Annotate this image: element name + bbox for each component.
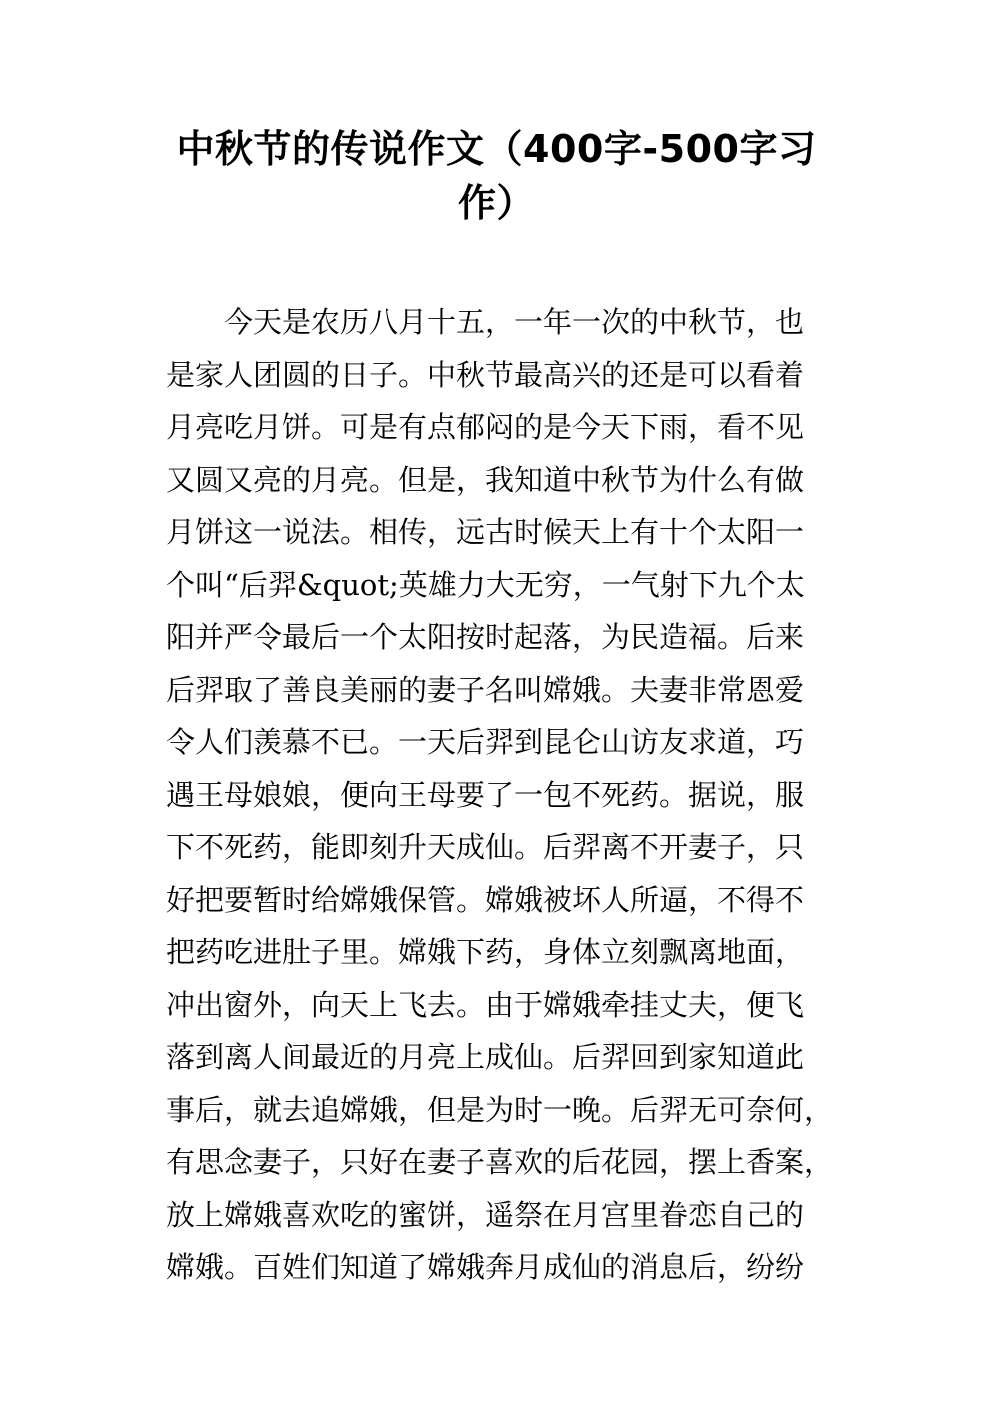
text-line: 好把要暂时给嫦娥保管。嫦娥被坏人所逼，不得不 bbox=[166, 882, 805, 917]
text-line: 嫦娥。百姓们知道了嫦娥奔月成仙的消息后，纷纷 bbox=[166, 1250, 805, 1284]
document-title bbox=[150, 122, 843, 230]
text-line: 后羿取了善良美丽的妻子名叫嫦娥。夫妻非常恩爱 bbox=[166, 672, 805, 707]
text-line: 有思念妻子，只好在妻子喜欢的后花园，摆上香案， bbox=[166, 1145, 834, 1179]
text-line: 令人们羡慕不已。一天后羿到昆仑山访友求道，巧 bbox=[166, 725, 805, 759]
text-line: 是家人团圆的日子。中秋节最高兴的还是可以看着 bbox=[166, 357, 805, 392]
text-line: 落到离人间最近的月亮上成仙。后羿回到家知道此 bbox=[166, 1040, 805, 1074]
text-line: 个叫“后羿&quot;英雄力大无穷，一气射下九个太 bbox=[166, 567, 805, 602]
text-line: 下不死药，能即刻升天成仙。后羿离不开妻子，只 bbox=[166, 830, 805, 864]
title-line: 中秋节的传说作文（400字-500字习 bbox=[176, 127, 817, 171]
text-line: 今天是农历八月十五，一年一次的中秋节，也 bbox=[224, 305, 805, 339]
text-line: 放上嫦娥喜欢吃的蜜饼，遥祭在月宫里眷恋自己的 bbox=[166, 1197, 805, 1232]
text-line: 遇王母娘娘，便向王母要了一包不死药。据说，服 bbox=[166, 777, 805, 812]
body-paragraph bbox=[166, 296, 836, 1294]
text-line: 月饼这一说法。相传，远古时候天上有十个太阳一 bbox=[166, 515, 805, 549]
text-line: 冲出窗外，向天上飞去。由于嫦娥牵挂丈夫，便飞 bbox=[166, 987, 805, 1022]
text-line: 事后，就去追嫦娥，但是为时一晚。后羿无可奈何， bbox=[166, 1092, 834, 1127]
text-line: 月亮吃月饼。可是有点郁闷的是今天下雨，看不见 bbox=[166, 410, 805, 444]
text-line: 又圆又亮的月亮。但是，我知道中秋节为什么有做 bbox=[166, 462, 805, 497]
title-line: 作） bbox=[457, 181, 535, 225]
text-line: 把药吃进肚子里。嫦娥下药，身体立刻飘离地面， bbox=[166, 935, 805, 969]
text-line: 阳并严令最后一个太阳按时起落，为民造福。后来 bbox=[166, 620, 805, 654]
